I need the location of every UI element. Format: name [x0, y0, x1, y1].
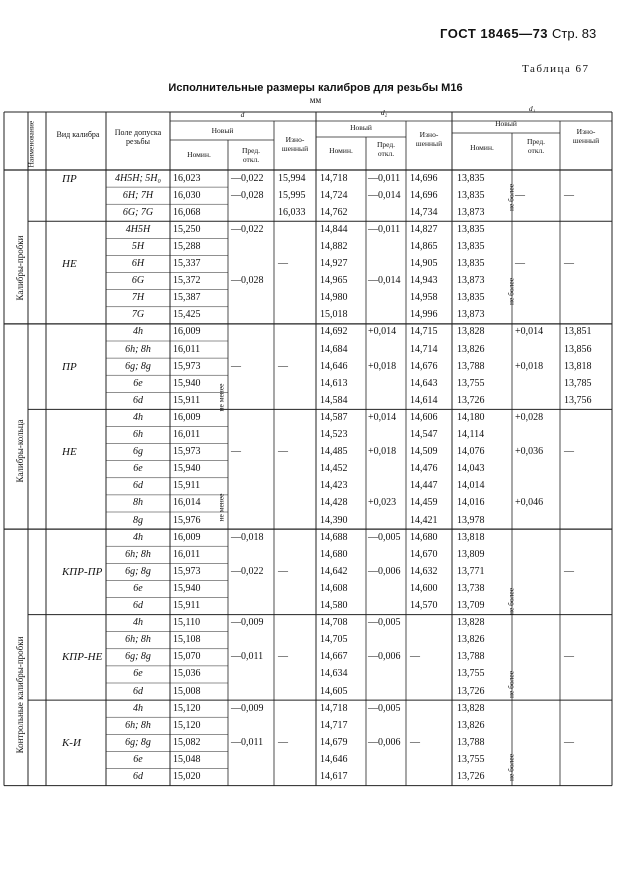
cell-d-dev: —	[231, 446, 241, 458]
cell-d: 15,288	[173, 240, 201, 252]
cell-d2-dev: —0,005	[368, 531, 401, 543]
cell-d-w: —	[278, 565, 288, 577]
cell-d1: 13,826	[457, 634, 485, 646]
cell-d2-w: 14,714	[410, 343, 438, 355]
cell-d2: 14,680	[320, 548, 348, 560]
cell-d2: 14,390	[320, 514, 348, 526]
group-label-plugs: Калибры-пробки	[15, 235, 25, 301]
cell-d2-dev: +0,014	[368, 326, 397, 338]
cell-d2: 14,882	[320, 240, 348, 252]
cell-d2-w: 14,459	[410, 497, 438, 509]
cell-d2-dev: —0,005	[368, 702, 401, 714]
gauge-type: ПР	[62, 360, 77, 373]
cell-d2: 14,762	[320, 206, 348, 218]
cell-tol: 6h; 8h	[125, 719, 151, 731]
cell-d1: 13,826	[457, 343, 485, 355]
cell-d1: 14,114	[457, 429, 485, 440]
cell-d-dev: —0,022	[231, 565, 264, 577]
cell-d: 15,940	[173, 377, 201, 389]
cell-d: 15,372	[173, 275, 201, 287]
cell-d2-w: 14,606	[410, 411, 438, 423]
cell-tol: 6e	[133, 753, 143, 765]
cell-d2-dev: +0,023	[368, 497, 397, 509]
cell-d: 15,036	[173, 668, 201, 680]
cell-d1: 13,828	[457, 702, 485, 714]
cell-d2: 14,724	[320, 189, 348, 201]
note-ne-bolee-3: не более	[506, 587, 516, 616]
cell-d2-w: 14,715	[410, 326, 438, 338]
cell-d1-w: —	[564, 189, 574, 201]
cell-d2-w: 14,676	[410, 360, 438, 372]
cell-d1-w: 13,851	[564, 326, 592, 338]
cell-tol: 6h; 8h	[125, 548, 151, 560]
cell-d1: 13,755	[457, 668, 485, 680]
cell-d2: 14,688	[320, 531, 348, 543]
cell-d2: 14,642	[320, 565, 348, 577]
cell-d: 16,009	[173, 531, 201, 543]
col-header-type: Вид калибра	[56, 130, 100, 139]
cell-d1-dev: +0,036	[515, 446, 544, 458]
cell-d: 15,940	[173, 582, 201, 594]
cell-tol: 6e	[133, 377, 143, 389]
cell-tol: 7G	[131, 309, 145, 321]
cell-d2-w: 14,958	[410, 292, 438, 304]
cell-tol: 6e	[133, 668, 143, 680]
cell-d2-dev: —0,011	[368, 223, 401, 235]
cell-d: 15,008	[173, 685, 201, 697]
cell-tol: 6g; 8g	[125, 360, 151, 372]
cell-d: 15,337	[173, 258, 201, 269]
cell-tol: 4h	[133, 411, 143, 423]
col-header-d-worn: Изно- шенный	[281, 135, 309, 153]
cell-d2: 14,485	[320, 446, 348, 458]
cell-d1-w: 13,818	[564, 360, 592, 372]
table-title: Исполнительные размеры калибров для резьбы М16	[168, 82, 463, 94]
page-number: Стр. 83	[552, 26, 597, 41]
cell-d1: 13,826	[457, 719, 485, 731]
col-header-d2-worn: Изно- шенный	[415, 130, 443, 148]
cell-tol: 8h	[133, 497, 143, 509]
cell-d1-w: —	[564, 565, 574, 577]
col-header-d1-new: Новый	[495, 119, 517, 128]
cell-d1: 13,755	[457, 377, 485, 389]
cell-d-dev: —	[231, 360, 241, 372]
col-header-name: Наименование	[26, 120, 36, 168]
cell-d: 15,973	[173, 565, 201, 577]
cell-d1-dev: +0,028	[515, 411, 544, 423]
cell-tol: 6d	[133, 685, 143, 697]
cell-d1-w: —	[564, 446, 574, 458]
cell-d2: 14,717	[320, 719, 348, 731]
cell-tol: 6g	[133, 446, 143, 458]
cell-d1: 14,016	[457, 497, 485, 509]
cell-d-w: —	[278, 258, 288, 269]
col-header-tolerance: Поле допуска резьбы	[114, 128, 162, 146]
note-ne-bolee-4: не более	[506, 670, 516, 699]
cell-d-w: —	[278, 651, 288, 663]
cell-d2: 14,708	[320, 617, 348, 629]
col-header-d: d	[240, 110, 245, 119]
cell-d-dev: —0,022	[231, 172, 264, 184]
cell-d1-dev: —	[515, 258, 525, 269]
cell-d-w: 15,995	[278, 189, 306, 201]
cell-d2: 14,523	[320, 429, 348, 440]
cell-d: 15,048	[173, 753, 201, 765]
cell-d2-dev: —0,005	[368, 617, 401, 629]
cell-d2-dev: —0,006	[368, 651, 401, 663]
cell-d-dev: —0,022	[231, 223, 264, 235]
cell-d1: 13,835	[457, 240, 485, 252]
note-ne-menee-1: не менее	[216, 383, 226, 412]
cell-d: 16,009	[173, 326, 201, 338]
cell-tol: 6e	[133, 463, 143, 475]
cell-d2: 14,608	[320, 582, 348, 594]
cell-d1-w: 13,756	[564, 394, 592, 406]
cell-d2: 14,428	[320, 497, 348, 509]
cell-tol: 6d	[133, 600, 143, 611]
cell-d: 16,011	[173, 429, 201, 440]
cell-d2-w: 14,865	[410, 240, 438, 252]
cell-d2: 14,679	[320, 736, 348, 748]
cell-d: 16,009	[173, 411, 201, 423]
cell-tol: 4H5H	[125, 223, 151, 235]
cell-d-dev: —0,028	[231, 189, 264, 201]
cell-d: 15,973	[173, 446, 201, 458]
note-ne-bolee-2: не более	[506, 277, 516, 306]
cell-d2: 14,646	[320, 360, 348, 372]
cell-d1: 13,873	[457, 309, 485, 321]
col-header-d-new: Новый	[211, 126, 234, 135]
cell-d2-w: 14,734	[410, 206, 438, 218]
cell-tol: 4H5H; 5H₀	[115, 172, 161, 184]
cell-d2-w: 14,827	[410, 223, 438, 235]
col-header-d1-worn: Изно- шенный	[572, 127, 600, 145]
cell-d2-w: 14,600	[410, 582, 438, 594]
cell-d1: 13,726	[457, 771, 485, 782]
cell-d-w: 15,994	[278, 172, 306, 184]
cell-d1: 13,873	[457, 206, 485, 218]
note-ne-menee-2: не менее	[216, 493, 226, 522]
cell-d1: 13,873	[457, 275, 485, 287]
cell-d: 15,250	[173, 223, 201, 235]
gauge-type: КПР-НЕ	[62, 651, 103, 664]
cell-d2: 14,646	[320, 753, 348, 765]
cell-tol: 6H	[131, 258, 145, 269]
cell-tol: 6h; 8h	[125, 343, 151, 355]
cell-d1: 13,835	[457, 292, 485, 304]
cell-d1-w: —	[564, 258, 574, 269]
cell-d-dev: —0,018	[231, 531, 264, 543]
cell-d1-dev: +0,018	[515, 360, 544, 372]
cell-d2-w: 14,547	[410, 429, 438, 440]
cell-d2-dev: —0,014	[368, 189, 401, 201]
cell-d2: 14,684	[320, 343, 348, 355]
cell-d: 16,030	[173, 189, 201, 201]
cell-d-w: —	[278, 446, 288, 458]
cell-d: 15,070	[173, 651, 201, 663]
cell-d2: 14,718	[320, 172, 348, 184]
cell-d1: 14,180	[457, 411, 485, 423]
cell-d1-w: 13,856	[564, 343, 592, 355]
cell-d2: 14,452	[320, 463, 348, 475]
cell-d1: 13,835	[457, 172, 485, 184]
gauge-type: ПР	[62, 172, 77, 185]
cell-d: 15,940	[173, 463, 201, 475]
cell-d: 15,425	[173, 309, 201, 321]
cell-d2: 14,667	[320, 651, 348, 663]
cell-d1-w: —	[564, 651, 574, 663]
cell-d2-w: 14,509	[410, 446, 438, 458]
cell-d: 15,082	[173, 736, 201, 748]
cell-d: 16,068	[173, 206, 201, 218]
cell-d: 15,120	[173, 702, 201, 714]
cell-tol: 6e	[133, 582, 143, 594]
cell-d2-w: 14,943	[410, 275, 438, 287]
cell-d1: 13,726	[457, 685, 485, 697]
cell-tol: 6h	[133, 429, 143, 440]
cell-d1: 13,828	[457, 326, 485, 338]
cell-d2-w: 14,670	[410, 548, 438, 560]
cell-tol: 6H; 7H	[122, 189, 154, 201]
cell-d2-w: 14,476	[410, 463, 438, 475]
cell-d2: 14,587	[320, 411, 348, 423]
cell-tol: 6d	[133, 480, 143, 492]
cell-tol: 6G	[131, 275, 145, 287]
cell-d: 15,976	[173, 514, 201, 526]
cell-tol: 8g	[133, 514, 143, 526]
col-header-d-nom: Номин.	[187, 150, 211, 159]
cell-d2-dev: —0,006	[368, 565, 401, 577]
cell-d2-dev: +0,018	[368, 446, 397, 458]
cell-d2-w: 14,447	[410, 480, 438, 492]
cell-tol: 6g; 8g	[125, 651, 151, 663]
cell-d-w: —	[278, 360, 288, 372]
cell-d: 15,911	[173, 600, 201, 611]
cell-d1: 13,835	[457, 258, 485, 269]
cell-tol: 6g; 8g	[125, 565, 151, 577]
gauge-type: НЕ	[62, 446, 77, 459]
cell-d: 16,011	[173, 343, 201, 355]
cell-d-dev: —0,028	[231, 275, 264, 287]
group-label-rings: Калибры-кольца	[15, 419, 25, 483]
cell-d1: 13,788	[457, 736, 485, 748]
cell-d: 15,973	[173, 360, 201, 372]
col-header-d2: d₂	[380, 108, 388, 117]
cell-d-dev: —0,009	[231, 617, 264, 629]
standard-number: ГОСТ 18465—73	[440, 26, 549, 41]
cell-d1: 13,788	[457, 360, 485, 372]
cell-d1: 13,771	[457, 565, 485, 577]
cell-d2: 14,718	[320, 702, 348, 714]
gauge-type: К-И	[62, 736, 81, 749]
cell-d1-dev: —	[515, 189, 525, 201]
cell-d2: 14,580	[320, 600, 348, 611]
cell-d2-dev: —0,014	[368, 275, 401, 287]
units-label: мм	[309, 95, 322, 105]
cell-d2-w: 14,421	[410, 514, 438, 526]
col-header-d-dev: Пред. откл.	[241, 146, 261, 164]
cell-d2: 14,617	[320, 771, 348, 782]
cell-d2: 14,980	[320, 292, 348, 304]
cell-tol: 4h	[133, 617, 143, 629]
cell-d-w: —	[278, 736, 288, 748]
cell-d1-w: —	[564, 736, 574, 748]
cell-d1-w: 13,785	[564, 377, 592, 389]
col-header-d2-new: Новый	[350, 123, 372, 132]
col-header-d2-nom: Номин.	[329, 146, 353, 155]
cell-tol: 6d	[133, 394, 143, 406]
cell-d1: 13,835	[457, 223, 485, 235]
cell-d2: 14,634	[320, 668, 348, 680]
cell-d2-w: —	[410, 736, 420, 748]
cell-d1: 13,755	[457, 753, 485, 765]
cell-d1-dev: +0,014	[515, 326, 544, 338]
cell-d2-dev: —0,011	[368, 172, 401, 184]
cell-d: 15,911	[173, 480, 201, 492]
note-ne-bolee-1: не более	[506, 183, 516, 212]
cell-d1: 14,076	[457, 446, 485, 458]
table-label: Таблица 67	[522, 63, 590, 75]
cell-d-dev: —0,011	[231, 736, 264, 748]
cell-tol: 6G; 7G	[122, 206, 154, 218]
cell-d: 15,911	[173, 394, 201, 406]
cell-d2-w: 14,632	[410, 565, 438, 577]
cell-tol: 6g; 8g	[125, 736, 151, 748]
cell-d: 15,020	[173, 771, 201, 782]
cell-d2-w: 14,905	[410, 258, 438, 269]
cell-d2: 14,605	[320, 685, 348, 697]
cell-tol: 7H	[131, 292, 145, 304]
cell-d2-dev: +0,018	[368, 360, 397, 372]
cell-d2: 14,927	[320, 258, 348, 269]
cell-d2-dev: +0,014	[368, 411, 397, 423]
col-header-d2-dev: Пред. откл.	[376, 140, 396, 158]
gauge-type: КПР-ПР	[62, 565, 103, 578]
cell-d2: 14,844	[320, 223, 348, 235]
cell-d1: 14,014	[457, 480, 485, 492]
cell-tol: 4h	[133, 702, 143, 714]
cell-d2: 14,613	[320, 377, 348, 389]
cell-d1: 13,726	[457, 394, 485, 406]
cell-d-dev: —0,011	[231, 651, 264, 663]
cell-d: 16,014	[173, 497, 201, 509]
cell-d1: 13,788	[457, 651, 485, 663]
cell-tol: 6d	[133, 771, 143, 782]
cell-d: 15,110	[173, 617, 201, 629]
cell-d2-w: 14,680	[410, 531, 438, 543]
cell-d2-dev: —0,006	[368, 736, 401, 748]
gauge-type: НЕ	[62, 258, 77, 270]
cell-d1: 13,818	[457, 531, 485, 543]
cell-d2-w: 14,696	[410, 172, 438, 184]
cell-d2: 14,692	[320, 326, 348, 338]
note-ne-bolee-5: не более	[506, 753, 516, 782]
cell-d2: 14,423	[320, 480, 348, 492]
col-header-d1: d₁	[528, 104, 536, 113]
col-header-d1-dev: Пред. откл.	[526, 137, 546, 155]
cell-d2-w: 14,570	[410, 600, 438, 611]
cell-d: 16,023	[173, 172, 201, 184]
cell-d2-w: —	[410, 651, 420, 663]
cell-d1: 13,828	[457, 617, 485, 629]
cell-tol: 4h	[133, 326, 143, 338]
cell-d2: 14,705	[320, 634, 348, 646]
cell-d1: 13,738	[457, 582, 485, 594]
cell-d: 15,108	[173, 634, 201, 646]
cell-d1: 13,835	[457, 189, 485, 201]
cell-d2-w: 14,996	[410, 309, 438, 321]
cell-d1: 14,043	[457, 463, 485, 475]
cell-tol: 5H	[131, 240, 145, 252]
cell-d2-w: 14,696	[410, 189, 438, 201]
cell-d: 16,011	[173, 548, 201, 560]
cell-d2: 14,584	[320, 394, 348, 406]
cell-d: 15,120	[173, 719, 201, 731]
cell-d2: 14,965	[320, 275, 348, 287]
cell-d2-w: 14,614	[410, 394, 438, 406]
cell-d1: 13,709	[457, 600, 485, 611]
cell-d-w: 16,033	[278, 206, 306, 218]
cell-tol: 4h	[133, 531, 143, 543]
cell-tol: 6h; 8h	[125, 634, 151, 646]
cell-d1: 13,978	[457, 514, 485, 526]
cell-d-dev: —0,009	[231, 702, 264, 714]
cell-d2: 15,018	[320, 309, 348, 321]
cell-d2-w: 14,643	[410, 377, 438, 389]
col-header-d1-nom: Номин.	[470, 143, 494, 152]
cell-d: 15,387	[173, 292, 201, 304]
group-label-control: Контрольные калибры-пробки	[15, 636, 25, 754]
cell-d1-dev: +0,046	[515, 497, 544, 509]
cell-d1: 13,809	[457, 548, 485, 560]
